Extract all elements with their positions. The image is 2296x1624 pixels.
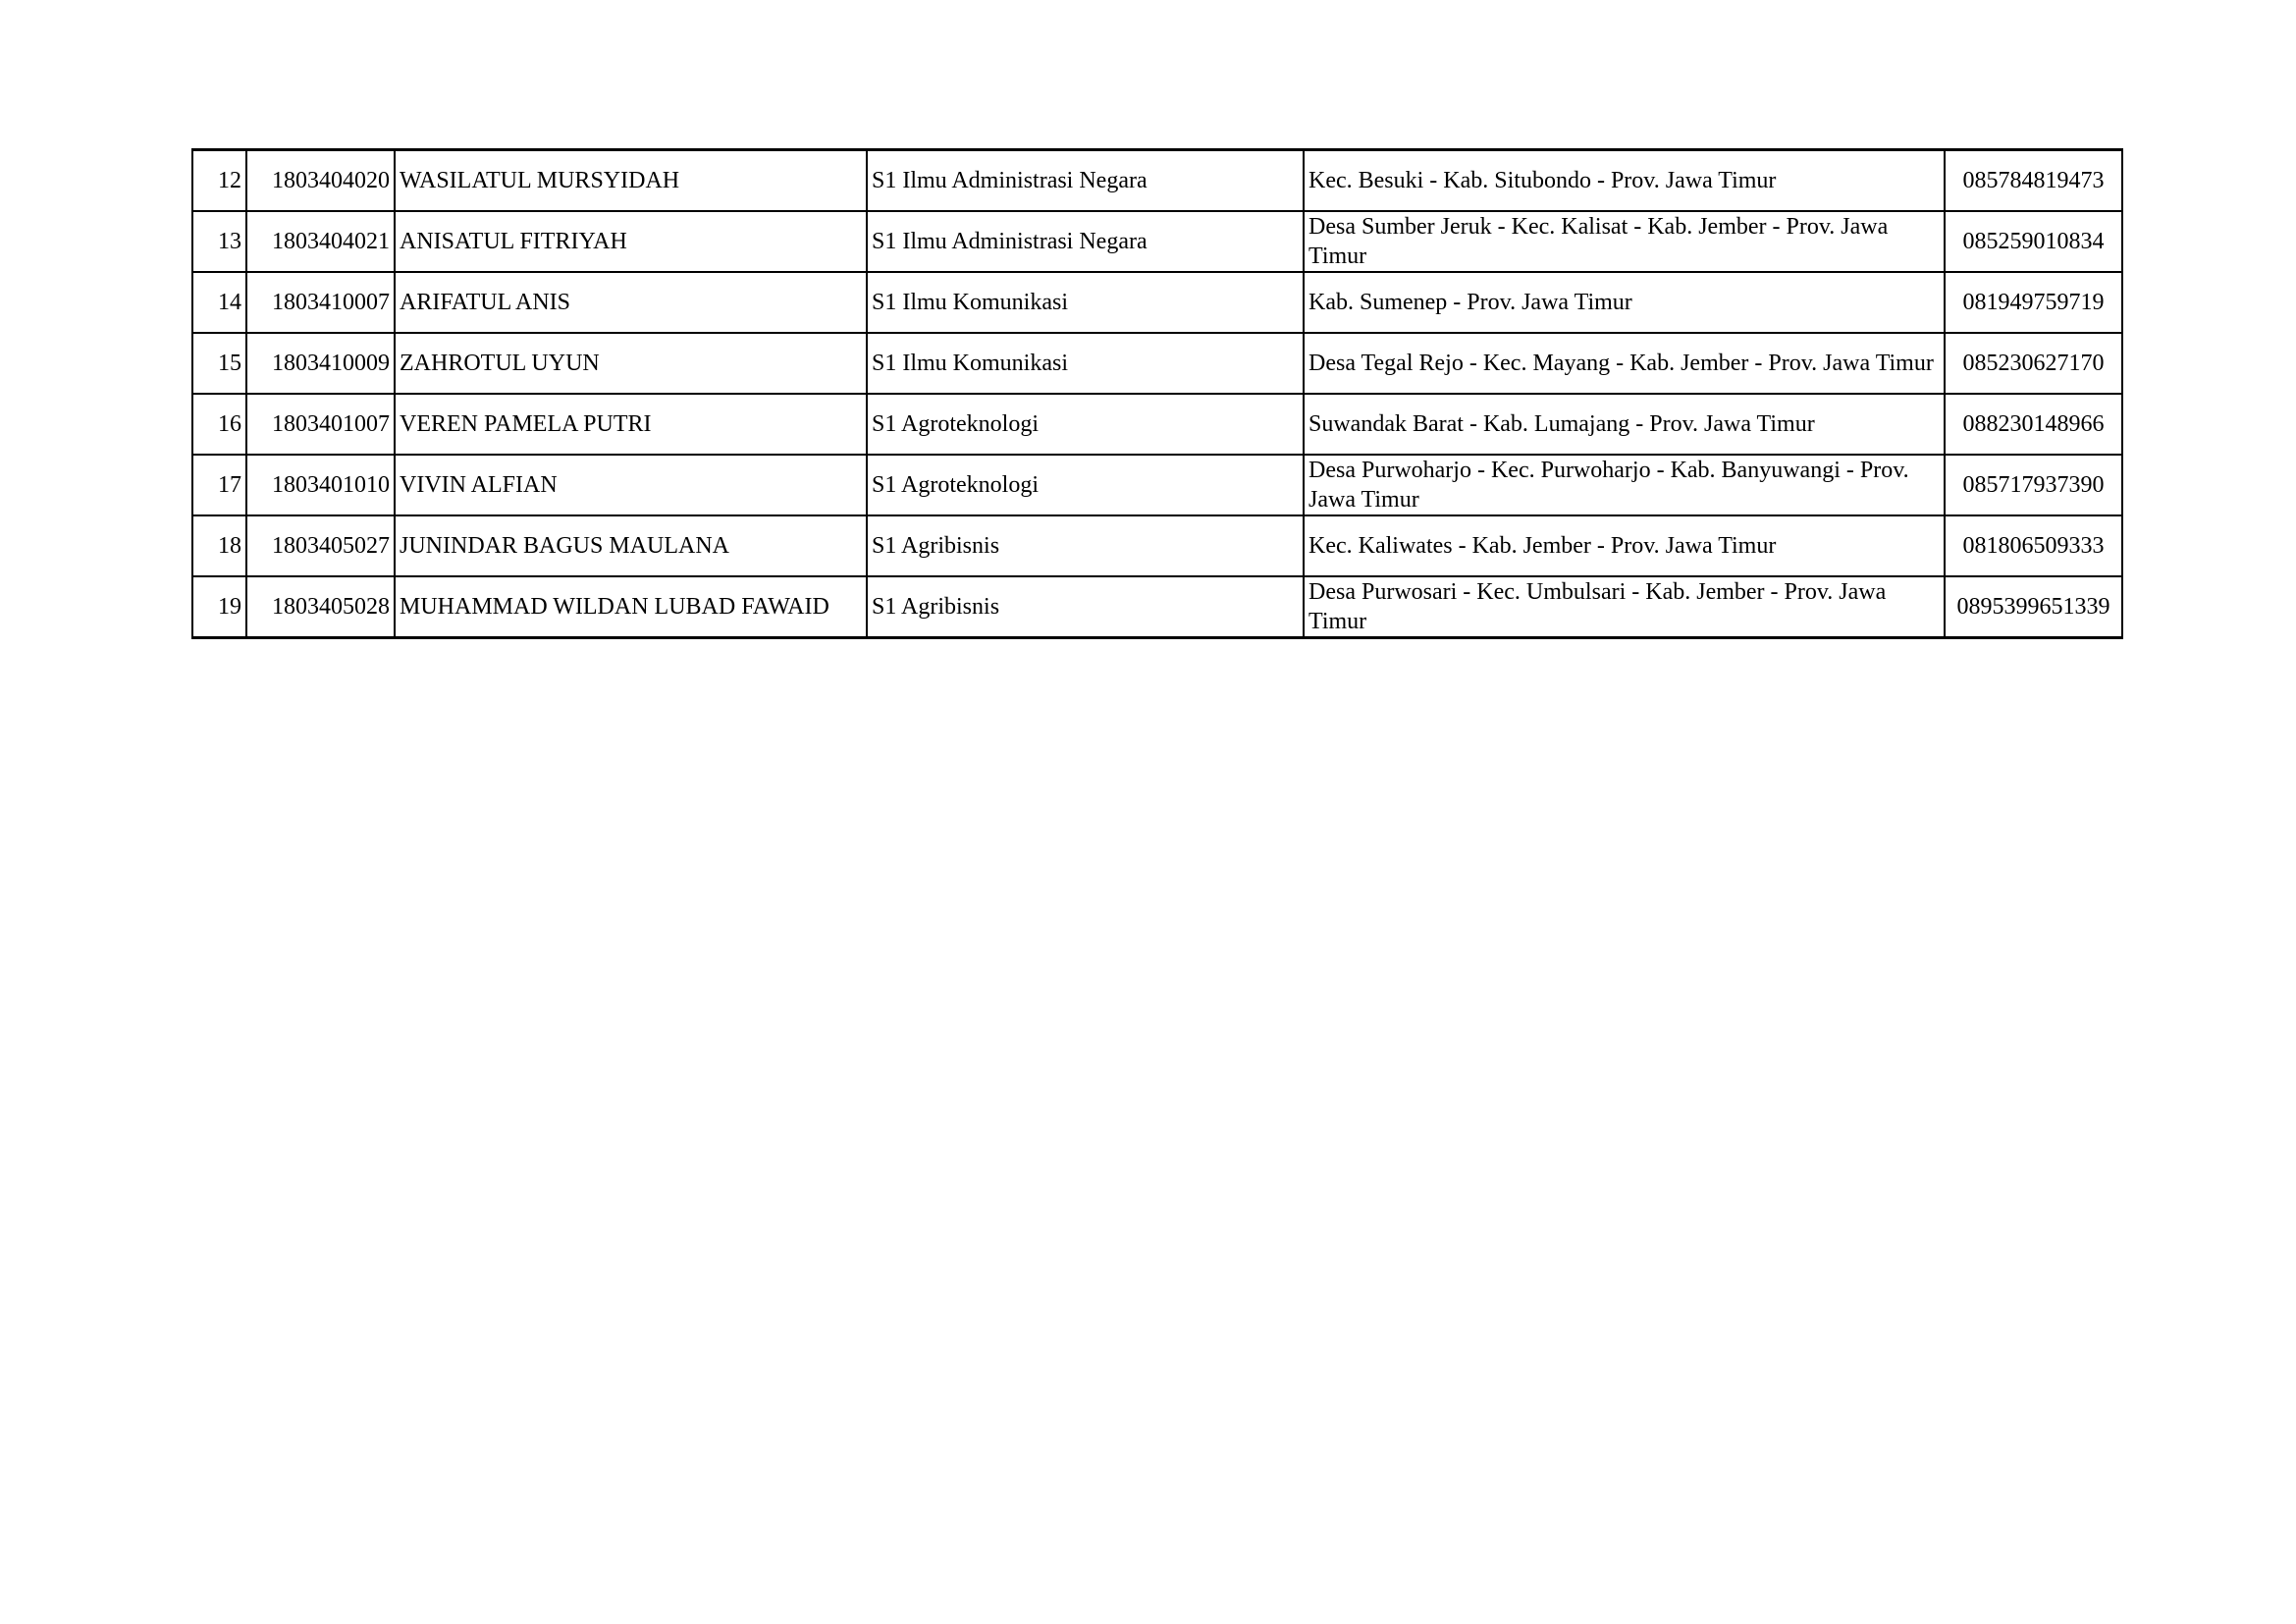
address: Kec. Besuki - Kab. Situbondo - Prov. Jawa Timur	[1304, 150, 1945, 212]
student-id: 1803410009	[246, 333, 395, 394]
student-name: ZAHROTUL UYUN	[395, 333, 867, 394]
row-number: 12	[192, 150, 246, 212]
row-number: 18	[192, 515, 246, 576]
student-name: JUNINDAR BAGUS MAULANA	[395, 515, 867, 576]
table-row	[192, 211, 2122, 272]
student-name: ARIFATUL ANIS	[395, 272, 867, 333]
student-id: 1803410007	[246, 272, 395, 333]
student-name: MUHAMMAD WILDAN LUBAD FAWAID	[395, 576, 867, 638]
student-name: VEREN PAMELA PUTRI	[395, 394, 867, 455]
address: Suwandak Barat - Kab. Lumajang - Prov. Jawa Timur	[1304, 394, 1945, 455]
address: Kab. Sumenep - Prov. Jawa Timur	[1304, 272, 1945, 333]
table-row	[192, 576, 2122, 638]
study-program: S1 Agroteknologi	[867, 394, 1304, 455]
study-program: S1 Ilmu Komunikasi	[867, 333, 1304, 394]
table-row	[192, 515, 2122, 576]
student-name: VIVIN ALFIAN	[395, 455, 867, 515]
address: Desa Tegal Rejo - Kec. Mayang - Kab. Jember - Prov. Jawa Timur	[1304, 333, 1945, 394]
table-row	[192, 272, 2122, 333]
phone-number: 085259010834	[1945, 211, 2122, 272]
student-id: 1803401007	[246, 394, 395, 455]
address: Desa Purwosari - Kec. Umbulsari - Kab. Jember - Prov. Jawa Timur	[1304, 576, 1945, 638]
phone-number: 081806509333	[1945, 515, 2122, 576]
phone-number: 085230627170	[1945, 333, 2122, 394]
phone-number: 0895399651339	[1945, 576, 2122, 638]
address: Kec. Kaliwates - Kab. Jember - Prov. Jawa Timur	[1304, 515, 1945, 576]
student-name: ANISATUL FITRIYAH	[395, 211, 867, 272]
student-id: 1803405027	[246, 515, 395, 576]
row-number: 17	[192, 455, 246, 515]
student-id: 1803404020	[246, 150, 395, 212]
student-id: 1803405028	[246, 576, 395, 638]
phone-number: 085717937390	[1945, 455, 2122, 515]
phone-number: 088230148966	[1945, 394, 2122, 455]
row-number: 14	[192, 272, 246, 333]
address: Desa Sumber Jeruk - Kec. Kalisat - Kab. Jember - Prov. Jawa Timur	[1304, 211, 1945, 272]
table-row	[192, 394, 2122, 455]
student-name: WASILATUL MURSYIDAH	[395, 150, 867, 212]
phone-number: 081949759719	[1945, 272, 2122, 333]
study-program: S1 Ilmu Administrasi Negara	[867, 211, 1304, 272]
row-number: 19	[192, 576, 246, 638]
phone-number: 085784819473	[1945, 150, 2122, 212]
table-row	[192, 455, 2122, 515]
study-program: S1 Ilmu Administrasi Negara	[867, 150, 1304, 212]
table-row	[192, 150, 2122, 212]
student-id: 1803401010	[246, 455, 395, 515]
study-program: S1 Agribisnis	[867, 515, 1304, 576]
row-number: 15	[192, 333, 246, 394]
student-table	[191, 148, 2123, 639]
study-program: S1 Agribisnis	[867, 576, 1304, 638]
row-number: 16	[192, 394, 246, 455]
study-program: S1 Agroteknologi	[867, 455, 1304, 515]
study-program: S1 Ilmu Komunikasi	[867, 272, 1304, 333]
table-row	[192, 333, 2122, 394]
row-number: 13	[192, 211, 246, 272]
address: Desa Purwoharjo - Kec. Purwoharjo - Kab. Banyuwangi - Prov. Jawa Timur	[1304, 455, 1945, 515]
student-id: 1803404021	[246, 211, 395, 272]
